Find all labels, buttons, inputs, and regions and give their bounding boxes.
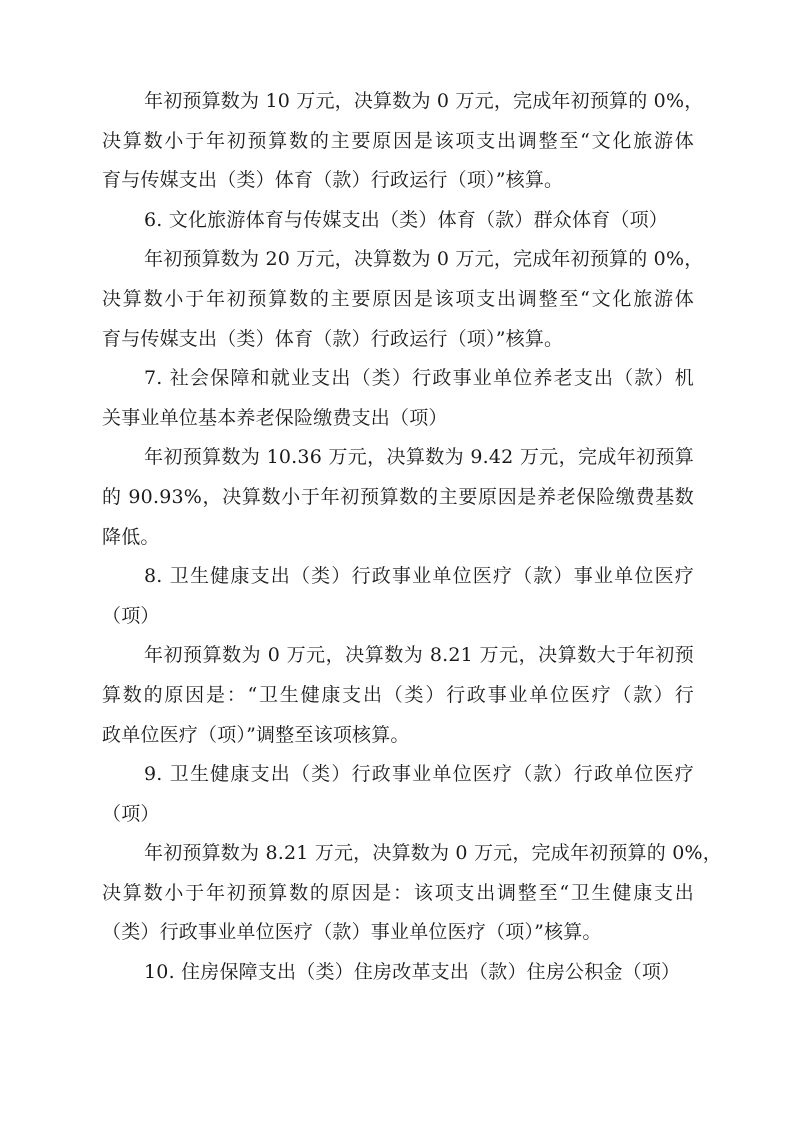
section-heading: 10. 住房保障支出（类）住房改革支出（款）住房公积金（项） (144, 961, 681, 984)
text-line: 的 90.93%，决算数小于年初预算数的主要原因是养老保险缴费基数 (102, 485, 694, 508)
text-line: 决算数小于年初预算数的主要原因是该项支出调整至“文化旅游体 (102, 287, 694, 310)
text-line: 年初预算数为 8.21 万元，决算数为 0 万元，完成年初预算的 0%， (144, 842, 722, 865)
text-line: 年初预算数为 20 万元，决算数为 0 万元，完成年初预算的 0%， (144, 248, 704, 271)
section-heading: 9. 卫生健康支出（类）行政事业单位医疗（款）行政单位医疗 (144, 763, 694, 786)
document-body (102, 82, 722, 993)
section-heading: 8. 卫生健康支出（类）行政事业单位医疗（款）事业单位医疗 (144, 565, 694, 588)
text-line: （类）行政事业单位医疗（款）事业单位医疗（项）”核算。 (102, 921, 602, 944)
text-line: 育与传媒支出（类）体育（款）行政运行（项）”核算。 (102, 327, 564, 350)
text-line: 算数的原因是：“卫生健康支出（类）行政事业单位医疗（款）行 (102, 683, 694, 706)
text-line: 降低。 (102, 525, 160, 548)
text-line: 决算数小于年初预算数的原因是：该项支出调整至“卫生健康支出 (102, 881, 694, 904)
section-heading: 6. 文化旅游体育与传媒支出（类）体育（款）群众体育（项） (144, 208, 668, 231)
section-heading: 关事业单位基本养老保险缴费支出（项） (102, 406, 448, 429)
section-heading: 7. 社会保障和就业支出（类）行政事业单位养老支出（款）机 (144, 367, 694, 390)
text-line: 决算数小于年初预算数的主要原因是该项支出调整至“文化旅游体 (102, 129, 694, 152)
text-line: 年初预算数为 0 万元，决算数为 8.21 万元，决算数大于年初预 (144, 644, 694, 667)
text-line: 育与传媒支出（类）体育（款）行政运行（项）”核算。 (102, 169, 564, 192)
text-line: 年初预算数为 10 万元，决算数为 0 万元，完成年初预算的 0%， (144, 90, 704, 112)
text-line: 年初预算数为 10.36 万元，决算数为 9.42 万元，完成年初预算 (144, 446, 694, 469)
section-heading: （项） (102, 802, 160, 825)
text-line: 政单位医疗（项）”调整至该项核算。 (102, 723, 410, 746)
section-heading: （项） (102, 604, 160, 627)
